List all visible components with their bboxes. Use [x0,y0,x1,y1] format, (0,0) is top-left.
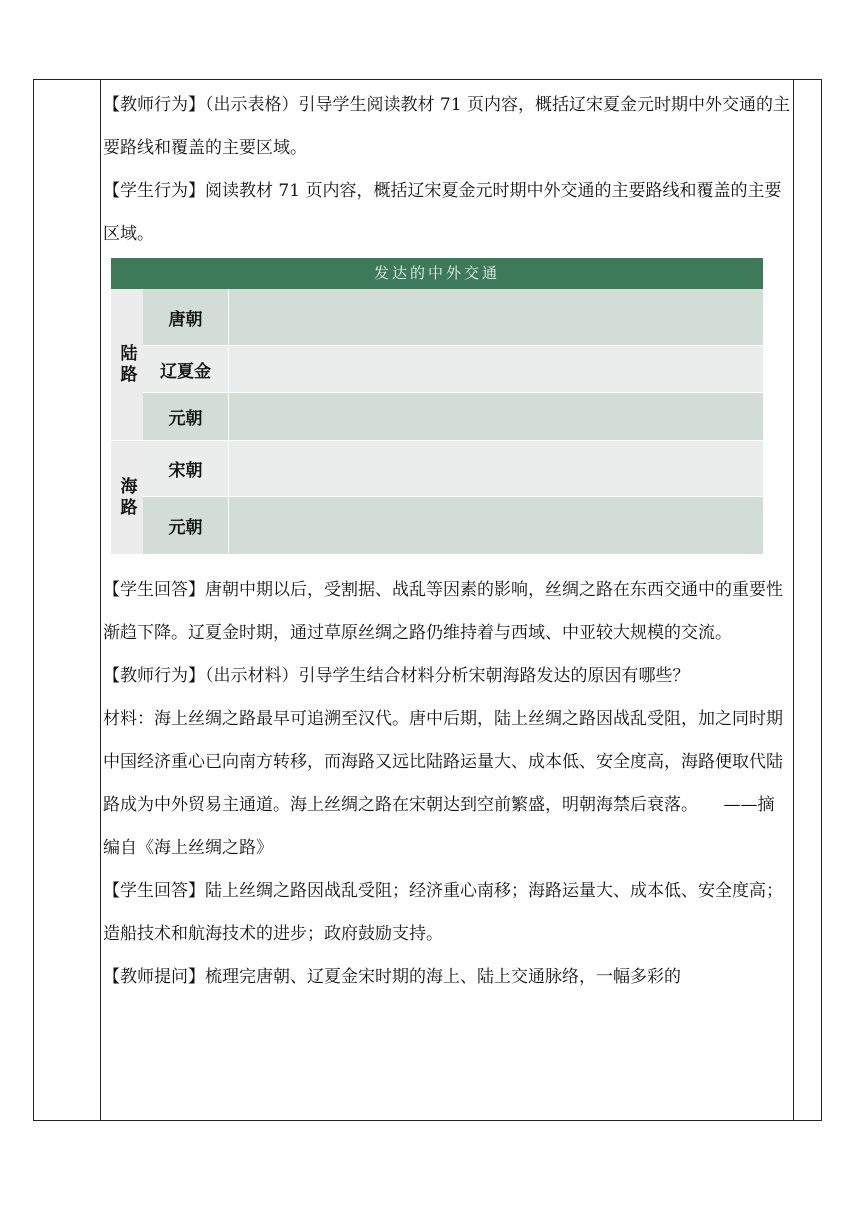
paragraph-text: 唐朝中期以后，受割据、战乱等因素的影响，丝绸之路在东西交通中的重要性渐趋下降。辽夏金时期，通过草原丝绸之路仍维持着与西域、中亚较大规模的交流。 [103,580,783,643]
transport-table [111,258,763,555]
paragraph-tag: 【学生回答】 [103,580,205,600]
table-title: 发达的中外交通 [111,258,763,289]
paragraph-tag: 【学生行为】 [103,181,205,201]
paragraph-tag: 【学生回答】 [103,881,205,901]
right-column-divider [793,79,794,1121]
table-body [111,289,763,555]
table-row-content [229,346,763,393]
paragraph-text: 陆上丝绸之路因战乱受阻；经济重心南移；海路运量大、成本低、安全度高；造船技术和航海技术的进步；政府鼓励支持。 [103,881,783,944]
spacer [103,555,791,569]
table-row-era: 辽夏金 [143,346,229,393]
paragraph-text: 材料：海上丝绸之路最早可追溯至汉代。唐中后期，陆上丝绸之路因战乱受阻，加之同时期中国经济重心已向南方转移，而海路又远比陆路运量大、成本低、安全度高，海路便取代陆路成为中外贸易主通道。海上丝绸之路在宋朝达到空前繁盛，明朝海禁后衰落。 ——摘编自《海上丝绸之路》 [103,709,783,858]
left-column-divider [100,79,101,1121]
paragraph-student-answer-1 [103,569,791,655]
lesson-content-cell [103,84,791,999]
paragraph-tag: 【教师提问】 [103,967,205,987]
paragraph-text: 阅读教材 71 页内容，概括辽宋夏金元时期中外交通的主要路线和覆盖的主要区域。 [103,181,782,244]
paragraph-teacher-action-1 [103,84,791,170]
paragraph-teacher-action-2 [103,655,791,698]
paragraph-text: 梳理完唐朝、辽夏金宋时期的海上、陆上交通脉络，一幅多彩的 [205,967,681,987]
paragraph-text: （出示表格）引导学生阅读教材 71 页内容，概括辽宋夏金元时期中外交通的主要路线和覆盖的主要区域。 [103,95,790,158]
group-label-sea: 海路 [111,441,143,555]
table-row-content [229,289,763,346]
table-row-era: 元朝 [143,393,229,441]
paragraph-material [103,698,791,870]
paragraph-tag: 【教师行为】 [103,666,205,686]
paragraph-text: （出示材料）引导学生结合材料分析宋朝海路发达的原因有哪些？ [205,666,690,686]
table-row-era: 唐朝 [143,289,229,346]
paragraph-teacher-question [103,956,791,999]
table-row-content [229,441,763,497]
paragraph-tag: 【教师行为】 [103,95,205,115]
group-label-land: 陆路 [111,289,143,441]
paragraph-student-answer-2 [103,870,791,956]
table-row-content [229,393,763,441]
table-row-content [229,497,763,555]
table-row-era: 元朝 [143,497,229,555]
table-row-era: 宋朝 [143,441,229,497]
paragraph-student-action-1 [103,170,791,256]
